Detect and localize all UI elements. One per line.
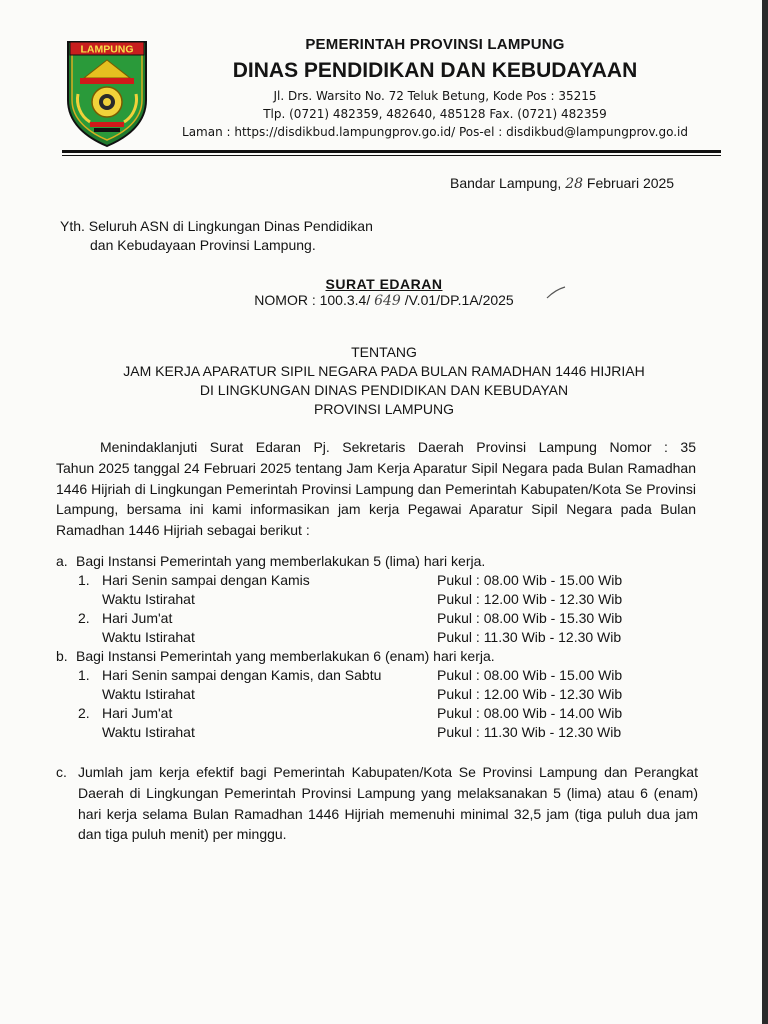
- letterhead-divider-thick: [62, 150, 721, 153]
- date-day-handwritten: 28: [565, 176, 584, 192]
- item-time: Pukul : 08.00 Wib - 15.00 Wib: [437, 667, 623, 683]
- date-place: Bandar Lampung,: [450, 175, 566, 191]
- item-time: Pukul : 08.00 Wib - 15.00 Wib: [437, 572, 623, 588]
- section-a-heading: [56, 552, 706, 571]
- recipient-line-1: Yth. Seluruh ASN di Lingkungan Dinas Pendidikan: [60, 218, 373, 234]
- item-time: Pukul : 11.30 Wib - 12.30 Wib: [437, 724, 622, 740]
- list-item: [56, 666, 706, 685]
- lampung-emblem-logo: [64, 38, 150, 148]
- item-time: Pukul : 08.00 Wib - 14.00 Wib: [437, 705, 623, 721]
- item-number: 1.: [78, 572, 90, 588]
- subject-tentang: TENTANG: [351, 344, 417, 360]
- letter-number: [0, 292, 768, 309]
- list-item: [56, 590, 706, 609]
- letterhead-divider-thin: [62, 155, 721, 156]
- working-hours-list: [56, 552, 706, 742]
- section-b-heading: [56, 647, 706, 666]
- section-b-label: b.: [56, 648, 68, 664]
- paragraph-first-line: Menindaklanjuti Surat Edaran Pj. Sekretaris Daerah Provinsi Lampung Nomor : 35: [100, 439, 696, 455]
- logo-label: LAMPUNG: [80, 43, 134, 56]
- letterhead: [150, 36, 720, 141]
- recipient-block: [60, 217, 373, 255]
- recipient-line-2: dan Kebudayaan Provinsi Lampung.: [90, 237, 316, 253]
- section-b-title: Bagi Instansi Pemerintah yang memberlakukan 6 (enam) hari kerja.: [76, 648, 495, 664]
- paragraph-rest: Tahun 2025 tanggal 24 Februari 2025 tentang Jam Kerja Aparatur Sipil Negara pada Bulan Ramadhan 1446 Hijriah di Lingkungan Pemerintah Provinsi Lampung dan Pemerintah Kabupaten/Kota Se Provinsi Lampung, bersama ini kami informasikan jam kerja Pegawai Aparatur Sipil Negara pada Bulan Ramadhan 1446 Hijriah sebagai berikut :: [56, 459, 696, 539]
- office-phone: Tlp. (0721) 482359, 482640, 485128 Fax. (0721) 482359: [263, 107, 607, 121]
- subject-block: [0, 343, 768, 419]
- subject-line-3: PROVINSI LAMPUNG: [313, 401, 455, 417]
- item-number: 2.: [78, 705, 90, 721]
- subject-line-2: DI LINGKUNGAN DINAS PENDIDIKAN DAN KEBUDAYAN: [199, 382, 569, 398]
- item-time: Pukul : 12.00 Wib - 12.30 Wib: [437, 686, 623, 702]
- item-text: Hari Senin sampai dengan Kamis: [102, 572, 310, 588]
- section-a-label: a.: [56, 553, 68, 569]
- list-item: [56, 628, 706, 647]
- letter-type-heading: SURAT EDARAN: [325, 276, 443, 292]
- letter-number-suffix: /V.01/DP.1A/2025: [400, 292, 514, 308]
- subject-line-1: JAM KERJA APARATUR SIPIL NEGARA PADA BULAN RAMADHAN 1446 HIJRIAH: [123, 363, 645, 379]
- section-c: [56, 762, 698, 845]
- date-month-year: Februari 2025: [583, 175, 675, 191]
- government-name: PEMERINTAH PROVINSI LAMPUNG: [305, 36, 565, 53]
- item-text: Waktu Istirahat: [102, 629, 195, 645]
- item-text: Hari Jum'at: [102, 610, 173, 626]
- list-item: [56, 685, 706, 704]
- item-number: 2.: [78, 610, 90, 626]
- list-item: [56, 704, 706, 723]
- item-time: Pukul : 08.00 Wib - 15.30 Wib: [437, 610, 623, 626]
- list-item: [56, 609, 706, 628]
- section-c-text: Jumlah jam kerja efektif bagi Pemerintah Kabupaten/Kota Se Provinsi Lampung dan Perangkat Daerah di Lingkungan Pemerintah Provinsi Lampung yang melaksanakan 5 (lima) atau 6 (enam) hari kerja selama Bulan Ramadhan 1446 Hijriah memenuhi minimal 32,5 jam (tiga puluh dua jam dan tiga puluh menit) per minggu.: [78, 764, 698, 843]
- item-text: Waktu Istirahat: [102, 591, 195, 607]
- office-name: DINAS PENDIDIKAN DAN KEBUDAYAAN: [232, 59, 638, 82]
- item-number: 1.: [78, 667, 90, 683]
- item-text: Hari Senin sampai dengan Kamis, dan Sabtu: [102, 667, 382, 683]
- pen-tick-mark: [545, 286, 567, 300]
- section-a-title: Bagi Instansi Pemerintah yang memberlakukan 5 (lima) hari kerja.: [76, 553, 486, 569]
- item-text: Hari Jum'at: [102, 705, 173, 721]
- letter-number-prefix: NOMOR : 100.3.4/: [254, 292, 375, 308]
- item-text: Waktu Istirahat: [102, 686, 195, 702]
- letter-number-handwritten: 649: [374, 293, 401, 309]
- item-time: Pukul : 11.30 Wib - 12.30 Wib: [437, 629, 622, 645]
- office-web-email: Laman : https://disdikbud.lampungprov.go.id/ Pos-el : disdikbud@lampungprov.go.id: [182, 125, 688, 139]
- scan-edge: [762, 0, 768, 1024]
- list-item: [56, 723, 706, 742]
- letter-date: [450, 175, 674, 192]
- item-text: Waktu Istirahat: [102, 724, 195, 740]
- list-item: [56, 571, 706, 590]
- office-address: Jl. Drs. Warsito No. 72 Teluk Betung, Kode Pos : 35215: [273, 89, 597, 103]
- item-time: Pukul : 12.00 Wib - 12.30 Wib: [437, 591, 623, 607]
- opening-paragraph: [56, 437, 696, 541]
- section-c-label: c.: [56, 764, 67, 780]
